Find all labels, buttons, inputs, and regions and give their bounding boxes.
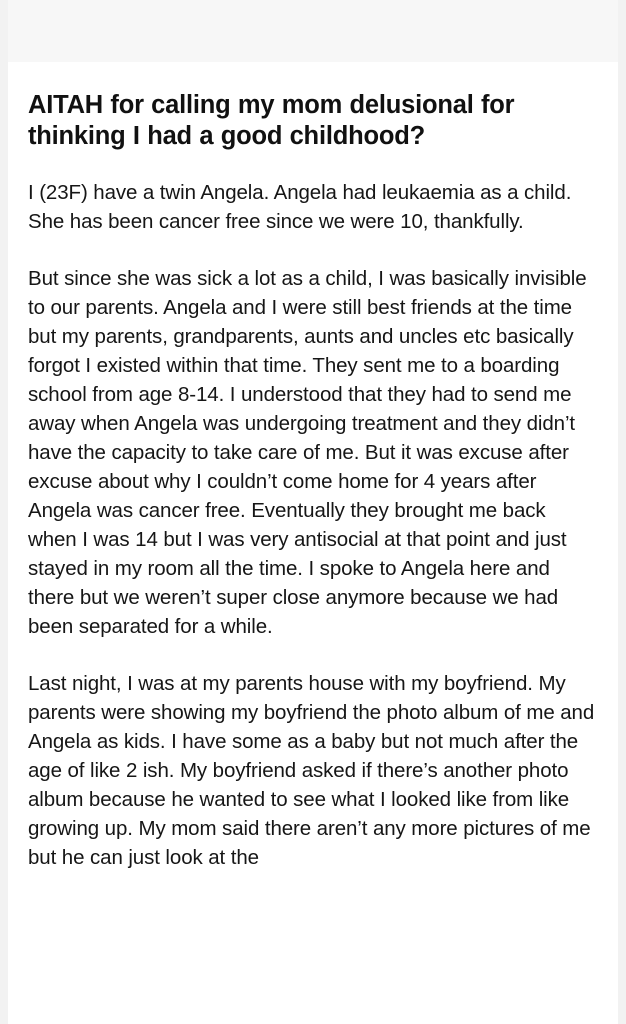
post-paragraph: Last night, I was at my parents house with my boyfriend. My parents were showing my boyfriend the photo album of me and Angela as kids. I have some as a baby but not much after the age of like 2 ish. My boyfriend asked if there’s another photo album because he wanted to see what I looked like from like growing up. My mom said there aren’t any more pictures of me but he can just look at the (28, 672, 595, 869)
page-title: AITAH for calling my mom delusional for thinking I had a good childhood? (28, 91, 515, 150)
top-blank-band (0, 0, 626, 62)
post-content (0, 62, 626, 872)
post-body (28, 178, 596, 872)
post-paragraph: I (23F) have a twin Angela. Angela had leukaemia as a child. She has been cancer free since we were 10, thankfully. (28, 181, 572, 233)
post-paragraph: But since she was sick a lot as a child, I was basically invisible to our parents. Angela and I were still best friends at the time but my parents, grandparents, aunts and uncles etc basically forgot I existed within that time. They sent me to a boarding school from age 8-14. I understood that they had to send me away when Angela was undergoing treatment and they didn’t have the capacity to take care of me. But it was excuse after excuse about why I couldn’t come home for 4 years after Angela was cancer free. Eventually they brought me back when I was 14 but I was very antisocial at that point and just stayed in my room all the time. I spoke to Angela here and there but we weren’t super close anymore because we had been separated for a while. (28, 267, 587, 638)
